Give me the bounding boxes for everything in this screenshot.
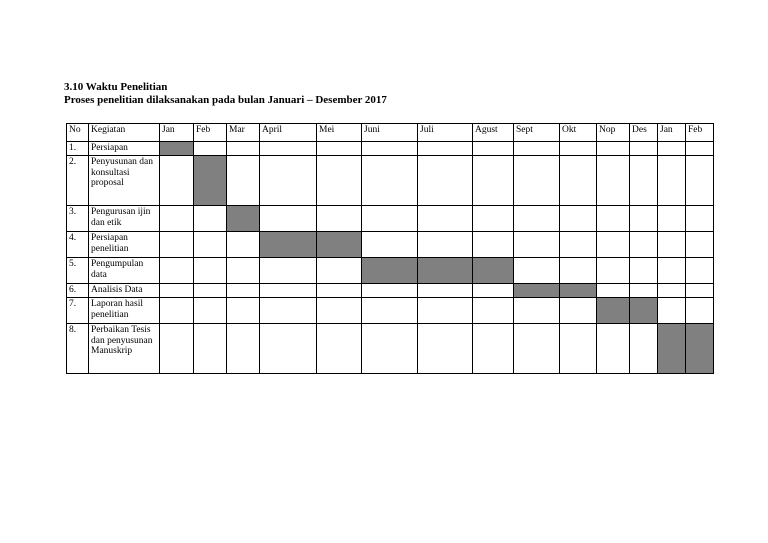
schedule-cell bbox=[194, 298, 227, 324]
schedule-cell bbox=[260, 142, 317, 156]
schedule-cell-filled bbox=[658, 324, 686, 374]
activity-name: Persiapan bbox=[89, 142, 160, 156]
schedule-cell bbox=[418, 142, 473, 156]
schedule-cell bbox=[194, 284, 227, 298]
row-number: 6. bbox=[67, 284, 89, 298]
schedule-cell bbox=[418, 232, 473, 258]
schedule-cell bbox=[260, 284, 317, 298]
schedule-cell bbox=[514, 258, 560, 284]
schedule-cell bbox=[362, 232, 418, 258]
schedule-cell bbox=[514, 298, 560, 324]
schedule-cell bbox=[317, 142, 362, 156]
schedule-cell-filled bbox=[686, 324, 714, 374]
column-header: Kegiatan bbox=[89, 124, 160, 142]
schedule-cell-filled bbox=[317, 232, 362, 258]
table-header-row bbox=[67, 124, 714, 142]
schedule-cell bbox=[686, 284, 714, 298]
schedule-cell bbox=[473, 156, 514, 206]
schedule-cell bbox=[418, 156, 473, 206]
research-schedule-table bbox=[66, 123, 714, 374]
activity-name: Perbaikan Tesis dan penyusunan Manuskrip bbox=[89, 324, 160, 374]
section-heading: 3.10 Waktu Penelitian bbox=[64, 81, 168, 93]
schedule-cell bbox=[597, 142, 630, 156]
table-row bbox=[67, 298, 714, 324]
schedule-cell bbox=[473, 298, 514, 324]
schedule-cell bbox=[560, 258, 597, 284]
schedule-cell bbox=[317, 206, 362, 232]
schedule-cell bbox=[560, 142, 597, 156]
schedule-cell bbox=[362, 298, 418, 324]
column-header: Agust bbox=[473, 124, 514, 142]
table-row bbox=[67, 258, 714, 284]
schedule-cell-filled bbox=[560, 284, 597, 298]
column-header: Juni bbox=[362, 124, 418, 142]
table-row bbox=[67, 142, 714, 156]
schedule-cell bbox=[630, 206, 658, 232]
schedule-cell bbox=[317, 284, 362, 298]
schedule-cell bbox=[194, 232, 227, 258]
schedule-cell-filled bbox=[597, 298, 630, 324]
schedule-cell bbox=[658, 298, 686, 324]
schedule-cell bbox=[194, 206, 227, 232]
schedule-cell bbox=[597, 258, 630, 284]
schedule-cell bbox=[560, 232, 597, 258]
schedule-cell bbox=[560, 324, 597, 374]
column-header: April bbox=[260, 124, 317, 142]
schedule-cell bbox=[686, 206, 714, 232]
schedule-cell bbox=[260, 156, 317, 206]
schedule-cell bbox=[658, 142, 686, 156]
column-header: Jan bbox=[160, 124, 194, 142]
schedule-cell bbox=[686, 298, 714, 324]
column-header: Okt bbox=[560, 124, 597, 142]
schedule-cell bbox=[514, 156, 560, 206]
schedule-cell-filled bbox=[260, 232, 317, 258]
schedule-cell bbox=[317, 324, 362, 374]
schedule-cell-filled bbox=[473, 258, 514, 284]
schedule-cell bbox=[473, 232, 514, 258]
activity-name: Analisis Data bbox=[89, 284, 160, 298]
schedule-cell bbox=[194, 142, 227, 156]
schedule-cell-filled bbox=[418, 258, 473, 284]
schedule-cell bbox=[630, 284, 658, 298]
schedule-cell bbox=[362, 142, 418, 156]
column-header: Feb bbox=[686, 124, 714, 142]
schedule-cell bbox=[418, 298, 473, 324]
schedule-cell bbox=[317, 298, 362, 324]
schedule-cell bbox=[362, 206, 418, 232]
schedule-cell bbox=[473, 206, 514, 232]
schedule-cell bbox=[160, 156, 194, 206]
schedule-cell bbox=[630, 324, 658, 374]
schedule-cell bbox=[194, 324, 227, 374]
schedule-cell bbox=[418, 206, 473, 232]
schedule-cell bbox=[160, 324, 194, 374]
schedule-cell bbox=[686, 232, 714, 258]
schedule-cell bbox=[630, 156, 658, 206]
schedule-cell bbox=[227, 298, 260, 324]
schedule-cell bbox=[658, 284, 686, 298]
schedule-cell-filled bbox=[160, 142, 194, 156]
table-row bbox=[67, 324, 714, 374]
schedule-cell bbox=[597, 206, 630, 232]
schedule-cell bbox=[260, 258, 317, 284]
schedule-cell bbox=[227, 258, 260, 284]
schedule-cell bbox=[194, 258, 227, 284]
row-number: 1. bbox=[67, 142, 89, 156]
schedule-cell bbox=[227, 142, 260, 156]
table-row bbox=[67, 232, 714, 258]
schedule-cell bbox=[630, 142, 658, 156]
schedule-body bbox=[67, 142, 714, 374]
schedule-cell bbox=[686, 258, 714, 284]
schedule-cell bbox=[260, 324, 317, 374]
schedule-cell bbox=[514, 232, 560, 258]
schedule-cell bbox=[514, 142, 560, 156]
schedule-cell bbox=[227, 324, 260, 374]
schedule-cell bbox=[597, 284, 630, 298]
schedule-cell bbox=[658, 258, 686, 284]
activity-name: Penyusunan dan konsultasi proposal bbox=[89, 156, 160, 206]
table-row bbox=[67, 284, 714, 298]
schedule-cell bbox=[473, 324, 514, 374]
schedule-cell bbox=[560, 206, 597, 232]
schedule-cell bbox=[686, 156, 714, 206]
row-number: 5. bbox=[67, 258, 89, 284]
activity-name: Persiapan penelitian bbox=[89, 232, 160, 258]
schedule-cell bbox=[418, 284, 473, 298]
schedule-cell bbox=[658, 232, 686, 258]
schedule-cell bbox=[160, 232, 194, 258]
column-header: No bbox=[67, 124, 89, 142]
schedule-cell bbox=[227, 156, 260, 206]
schedule-cell bbox=[160, 258, 194, 284]
column-header: Mar bbox=[227, 124, 260, 142]
schedule-cell bbox=[362, 324, 418, 374]
schedule-cell bbox=[362, 156, 418, 206]
schedule-cell bbox=[362, 284, 418, 298]
row-number: 2. bbox=[67, 156, 89, 206]
schedule-cell-filled bbox=[514, 284, 560, 298]
schedule-cell bbox=[630, 232, 658, 258]
schedule-cell bbox=[658, 206, 686, 232]
column-header: Mei bbox=[317, 124, 362, 142]
column-header: Jan bbox=[658, 124, 686, 142]
schedule-cell bbox=[418, 324, 473, 374]
schedule-cell bbox=[686, 142, 714, 156]
column-header: Feb bbox=[194, 124, 227, 142]
schedule-cell bbox=[560, 298, 597, 324]
table-row bbox=[67, 206, 714, 232]
schedule-cell-filled bbox=[194, 156, 227, 206]
schedule-subtitle: Proses penelitian dilaksanakan pada bulan Januari – Desember 2017 bbox=[64, 94, 387, 106]
schedule-cell bbox=[160, 206, 194, 232]
row-number: 7. bbox=[67, 298, 89, 324]
schedule-cell bbox=[514, 206, 560, 232]
schedule-cell bbox=[317, 258, 362, 284]
schedule-cell bbox=[260, 206, 317, 232]
schedule-cell bbox=[227, 284, 260, 298]
row-number: 4. bbox=[67, 232, 89, 258]
schedule-cell bbox=[560, 156, 597, 206]
schedule-cell bbox=[160, 284, 194, 298]
schedule-cell bbox=[473, 284, 514, 298]
schedule-cell bbox=[630, 258, 658, 284]
schedule-cell bbox=[260, 298, 317, 324]
column-header: Sept bbox=[514, 124, 560, 142]
schedule-cell-filled bbox=[227, 206, 260, 232]
activity-name: Laporan hasil penelitian bbox=[89, 298, 160, 324]
activity-name: Pengumpulan data bbox=[89, 258, 160, 284]
column-header: Des bbox=[630, 124, 658, 142]
schedule-cell bbox=[317, 156, 362, 206]
schedule-cell-filled bbox=[630, 298, 658, 324]
activity-name: Pengurusan ijin dan etik bbox=[89, 206, 160, 232]
row-number: 3. bbox=[67, 206, 89, 232]
schedule-cell bbox=[658, 156, 686, 206]
schedule-cell bbox=[160, 298, 194, 324]
schedule-cell bbox=[597, 156, 630, 206]
column-header: Nop bbox=[597, 124, 630, 142]
schedule-cell-filled bbox=[362, 258, 418, 284]
schedule-cell bbox=[597, 232, 630, 258]
schedule-cell bbox=[473, 142, 514, 156]
schedule-cell bbox=[597, 324, 630, 374]
row-number: 8. bbox=[67, 324, 89, 374]
schedule-cell bbox=[227, 232, 260, 258]
table-row bbox=[67, 156, 714, 206]
column-header: Juli bbox=[418, 124, 473, 142]
schedule-cell bbox=[514, 324, 560, 374]
